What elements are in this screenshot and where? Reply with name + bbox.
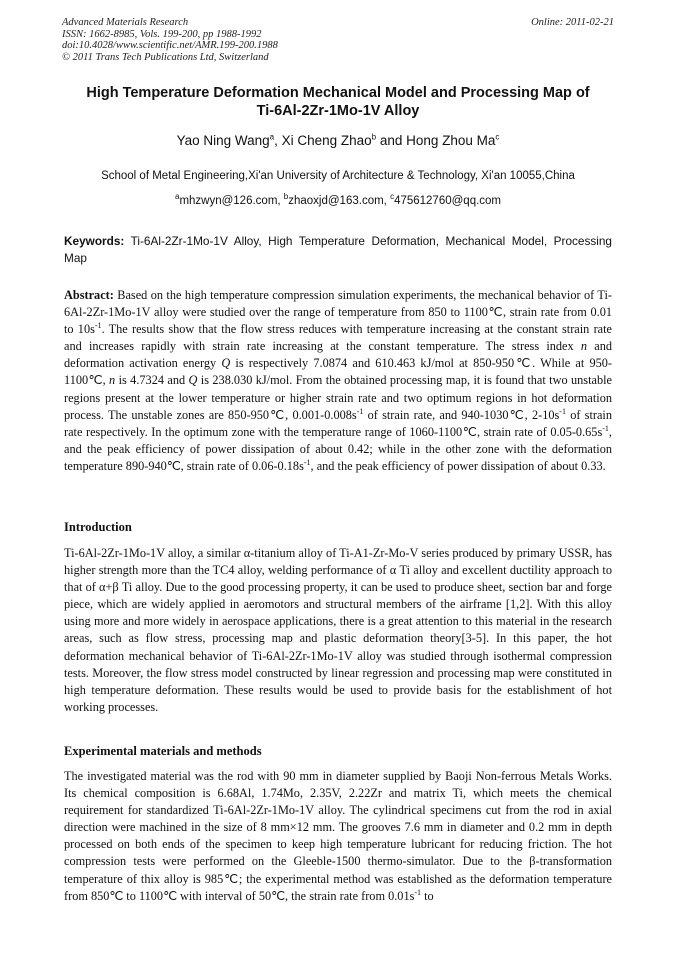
abstract-text: is 4.7324 and [115,373,189,388]
section-heading-introduction: Introduction [64,520,132,534]
email-marker: c [390,192,395,202]
abstract-text: is respectively 7.0874 and 610.463 kJ/mol at 850-950℃. While at 950-1100℃, [64,356,612,388]
exponent: -1 [94,321,102,331]
copyright-line: © 2011 Trans Tech Publications Ltd, Switzerland [62,51,269,63]
exponent: -1 [559,406,566,416]
email-list [62,192,614,207]
exponent: -1 [414,887,422,897]
exponent: -1 [602,423,609,433]
abstract [64,287,612,475]
paper-title [62,84,614,120]
introduction-text: Ti-6Al-2Zr-1Mo-1V alloy, a similar α-titanium alloy of Ti-A1-Zr-Mo-V series produced by primary USSR, has higher strength more than the TC4 alloy, welding performance of α Ti alloy and excellent ductility approach to that of α+β Ti alloy. Due to the good processing property, it can be used to produce sheet, section bar and forge piece, which are widely applied in aeromotors and structural members of the airframe [1,2]. With this alloy using more and more widely in aerospace applications, there is a great attention to this material in the research areas, such as flow stress, processing map and plastic deformation theory[3-5]. In this paper, the hot deformation mechanical behavior of Ti-6Al-2Zr-1Mo-1V alloy was studied through isothermal compression tests. Moreover, the flow stress model constructed by linear regression and processing map were constituted in high temperature deformation. These results would be used to provide basis for the establishment of hot working processes. [64,546,612,714]
journal-name: Advanced Materials Research [62,17,189,28]
email-address: zhaoxjd@163.com, [288,195,391,207]
journal-header [62,17,278,63]
title-line-1: High Temperature Deformation Mechanical Model and Processing Map of [86,85,590,101]
experimental-text: The investigated material was the rod with 90 mm in diameter supplied by Baoji Non-ferrous Metals Works. Its chemical composition is 6.68Al, 1.74Mo, 2.35V, 2.22Zr and matrix Ti, which meets the chemical requirement for standardized Ti-6Al-2Zr-1Mo-1V alloy. The cylindrical specimens cut from the rod in axial direction were machined in the size of 8 mm×12 mm. The grooves 7.6 mm in diameter and 0.2 mm in depth processed on both ends of the specimen to keep high temperature lubricant for reducing friction. The hot compression tests were performed on the Gleeble-1500 thermo-simulator. Due to the β-transformation temperature of thix alloy is 985℃; the experimental method was established as the deformation temperature from 850℃ to 1100℃ with interval of 50℃, the strain rate from 0.01s [64,769,612,903]
keywords-label: Keywords: [64,234,125,248]
author-marker: c [495,132,500,142]
email-address: mhzwyn@126.com, [179,195,284,207]
section-heading-experimental: Experimental materials and methods [64,744,262,758]
abstract-text: and deformation activation energy [64,339,612,371]
email-marker: a [174,192,180,202]
doi-line: doi:10.4028/www.scientific.net/AMR.199-200.1988 [62,40,278,51]
symbol-n: n [109,373,116,388]
exponent: -1 [303,457,311,467]
experimental-paragraph [64,768,612,905]
abstract-text: of strain rate respectively. In the optimum zone with the temperature range of 1060-1100℃, strain rate of 0.05-0.65s [64,407,612,439]
abstract-text: . The results show that the flow stress reduces with temperature increasing at the constant strain rate and increases rapidly with strain rate increasing at the constant temperature. The stress index [64,322,612,354]
abstract-label: Abstract: [64,288,114,302]
affiliation: School of Metal Engineering,Xi'an University of Architecture & Technology, Xi'an 10055,China [101,170,575,182]
author-marker: b [371,132,377,142]
experimental-text-tail: to [421,888,434,903]
issn-line: ISSN: 1662-8985, Vols. 199-200, pp 1988-1992 [62,28,262,40]
keywords-text: Ti-6Al-2Zr-1Mo-1V Alloy, High Temperature Deformation, Mechanical Model, Processing Map [64,234,612,265]
abstract-text: Based on the high temperature compression simulation experiments, the mechanical behavior of Ti-6Al-2Zr-1Mo-1V alloy were studied over the range of temperature from 850 to 1100℃, strain rate from 0.01 to 10s [64,288,612,337]
abstract-text: is 238.030 kJ/mol. From the obtained processing map, it is found that two unstable regions present at the lower temperature or higher strain rate and two optimum regions in hot deformation process. The unstable zones are 850-950℃, 0.001-0.008s [64,373,612,422]
email-address: 475612760@qq.com [394,195,502,207]
abstract-text: , and the peak efficiency of power dissipation of about 0.42; while in the other zone with the deformation temperature 890-940℃, strain rate of 0.06-0.18s [64,424,612,473]
online-date: Online: 2011-02-21 [531,17,614,28]
author-name: and Hong Zhou Ma [376,133,496,148]
author-list [62,133,614,148]
exponent: -1 [356,406,364,416]
introduction-paragraph [64,545,612,716]
keywords [64,233,612,267]
symbol-q: Q [221,356,231,371]
author-marker: a [269,132,275,142]
author-name: Yao Ning Wang [176,133,270,148]
title-line-2: Ti-6Al-2Zr-1Mo-1V Alloy [256,103,420,119]
symbol-q: Q [188,373,198,388]
abstract-text: , and the peak efficiency of power dissipation of about 0.33. [310,458,606,473]
author-name: , Xi Cheng Zhao [274,133,372,148]
email-marker: b [283,192,289,202]
symbol-n: n [580,339,588,354]
abstract-text: of strain rate, and 940-1030℃, 2-10s [363,407,560,422]
